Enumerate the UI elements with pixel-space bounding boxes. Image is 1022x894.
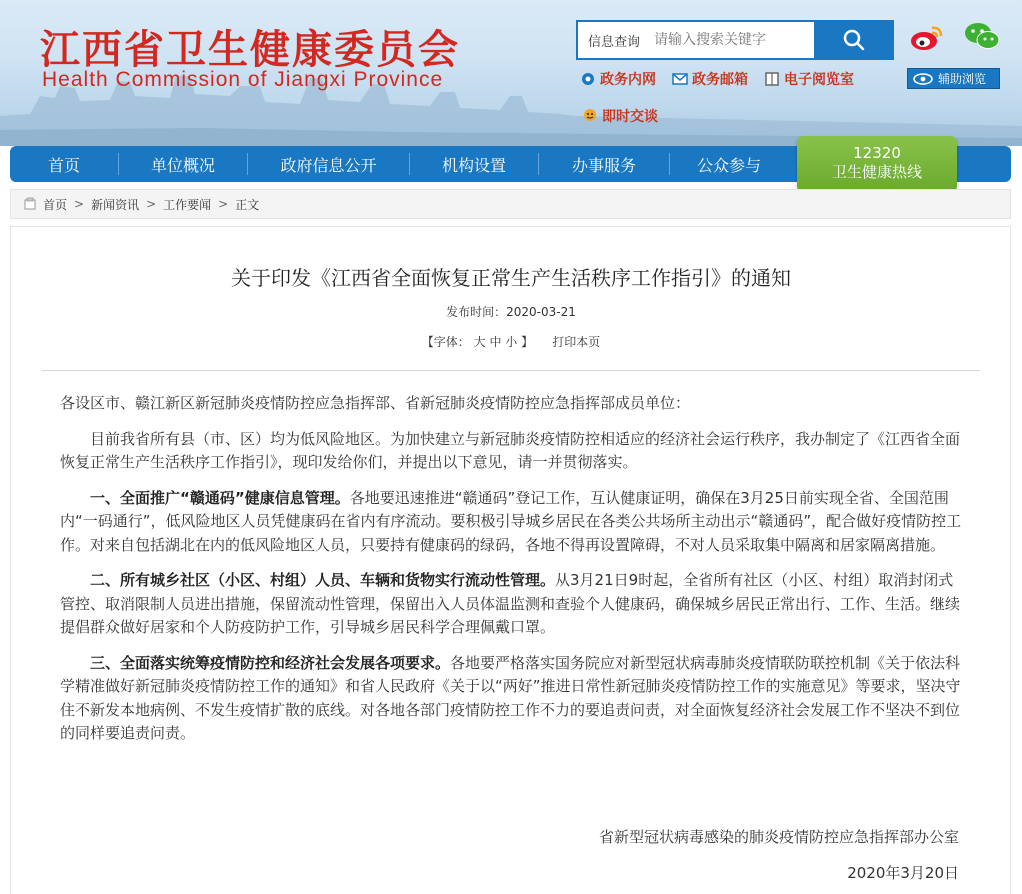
paragraph-1-heading: 一、全面推广“赣通码”健康信息管理。: [90, 488, 350, 507]
breadcrumb-news[interactable]: 新闻资讯: [91, 197, 140, 212]
article-tools: [0, 333, 1022, 350]
publish-info: [0, 303, 1022, 320]
breadcrumb-separator: >: [218, 197, 229, 211]
nav-item-participation[interactable]: 公众参与: [696, 155, 761, 175]
publish-label: 发布时间：: [446, 305, 507, 319]
weibo-icon[interactable]: [910, 22, 944, 52]
hotline-button[interactable]: [797, 136, 957, 192]
signature: 省新型冠状病毒感染的肺炎疫情防控应急指挥部办公室: [598, 828, 959, 846]
hotline-label: 卫生健康热线: [831, 163, 922, 181]
quick-link-label: 电子阅览室: [784, 72, 854, 88]
print-button[interactable]: 打印本页: [552, 335, 601, 349]
assist-browse-button[interactable]: [907, 68, 1000, 89]
hotline-number: 12320: [853, 144, 901, 162]
search-label: 信息查询: [588, 34, 641, 50]
paragraph-3-body: 各地要严格落实国务院应对新型冠状病毒肺炎疫情联防联控机制《关于依法科学精准做好新冠肺炎疫情防控工作的通知》和省人民政府《关于以“两好”推进日常性新冠肺炎疫情防控工作的实施意见》等要求，坚决守住不新发本地病例、不发生疫情扩散的底线。对各地各部门疫情防控工作不力的要追责问责，对全面恢复经济社会发展工作不坚决不到位的同样要追责问责。: [60, 653, 961, 742]
site-header: [0, 0, 1022, 146]
breadcrumb-current: 正文: [235, 197, 260, 212]
assist-label: 辅助浏览: [938, 72, 987, 86]
publish-date: 2020-03-21: [506, 305, 576, 319]
salutation: 各设区市、赣江新区新冠肺炎疫情防控应急指挥部、省新冠肺炎疫情防控应急指挥部成员单位：: [60, 394, 691, 412]
font-size-close: 】: [521, 335, 534, 349]
breadcrumb-separator: >: [146, 197, 157, 211]
paragraph-1-body: 各地要迅速推进“赣通码”登记工作，互认健康证明，确保在3月25日前实现全省、全国范围内“一码通行”，低风险地区人员凭健康码在省内有序流动。要积极引导城乡居民在各类公共场所主动出示“赣通码”，配合做好疫情防控工作。对来自包括湖北在内的低风险地区人员，只要持有健康码的绿码，各地不得再设置障碍，不对人员采取集中隔离和居家隔离措施。: [60, 488, 962, 554]
site-title-en: Health Commission of Jiangxi Province: [42, 68, 444, 91]
paragraph-3-heading: 三、全面落实统筹疫情防控和经济社会发展各项要求。: [90, 653, 451, 672]
home-icon: [23, 197, 37, 211]
mail-icon: [672, 72, 688, 86]
search-button[interactable]: [814, 20, 894, 60]
eye-icon: [912, 72, 934, 86]
wechat-icon[interactable]: [963, 20, 1001, 52]
breadcrumb-work-news[interactable]: 工作要闻: [163, 197, 212, 212]
instant-chat-link[interactable]: [582, 106, 658, 126]
quick-link-reading-room[interactable]: [764, 69, 854, 89]
nav-item-institutions[interactable]: 机构设置: [441, 155, 506, 175]
paragraph-3: [60, 652, 964, 746]
book-icon: [764, 71, 780, 87]
nav-item-services[interactable]: 办事服务: [571, 155, 636, 175]
paragraph-2-body: 从3月21日9时起，全省所有社区（小区、村组）取消封闭式管控、取消限制人员进出措施，保留流动性管理，保留出入人员体温监测和查验个人健康码，确保城乡居民正常出行、工作、生活。继续提倡群众做好居家和个人防疫防护工作，引导城乡居民科学合理佩戴口罩。: [60, 571, 961, 636]
font-size-medium[interactable]: 中: [489, 335, 502, 349]
font-size-label: 【字体：: [421, 335, 470, 349]
breadcrumb-separator: >: [74, 197, 85, 211]
sign-date: 2020年3月20日: [847, 864, 959, 882]
site-title-cn: 江西省卫生健康委员会: [40, 27, 460, 73]
gear-icon: [580, 71, 596, 87]
paragraph-2: [60, 569, 964, 640]
search-icon: [842, 28, 866, 52]
chat-label: 即时交谈: [602, 109, 658, 125]
quick-link-label: 政务邮箱: [692, 72, 748, 88]
paragraph-2-heading: 二、所有城乡社区（小区、村组）人员、车辆和货物实行流动性管理。: [90, 571, 556, 589]
article-body: [60, 392, 964, 758]
chat-icon: [582, 108, 598, 124]
search-box: [576, 20, 894, 60]
search-input[interactable]: [654, 25, 814, 55]
paragraph-1: [60, 487, 964, 558]
quick-link-label: 政务内网: [600, 72, 656, 88]
breadcrumb-home[interactable]: 首页: [43, 197, 68, 212]
article-title: 关于印发《江西省全面恢复正常生产生活秩序工作指引》的通知: [231, 266, 791, 290]
quick-links: [580, 68, 870, 90]
quick-link-mail[interactable]: [672, 69, 748, 89]
breadcrumb: [10, 189, 1011, 219]
quick-link-intranet[interactable]: [580, 69, 656, 89]
font-size-large[interactable]: 大: [473, 335, 486, 349]
font-size-small[interactable]: 小: [505, 335, 518, 349]
intro-paragraph: 目前我省所有县（市、区）均为低风险地区。为加快建立与新冠肺炎疫情防控相适应的经济社会运行秩序，我办制定了《江西省全面恢复正常生产生活秩序工作指引》，现印发给你们，并提出以下意见，请一并贯彻落实。: [60, 429, 961, 471]
nav-item-home[interactable]: 首页: [47, 155, 80, 175]
article-divider: [42, 370, 980, 371]
nav-item-gov-info[interactable]: 政府信息公开: [280, 155, 377, 175]
nav-item-overview[interactable]: 单位概况: [150, 155, 215, 175]
